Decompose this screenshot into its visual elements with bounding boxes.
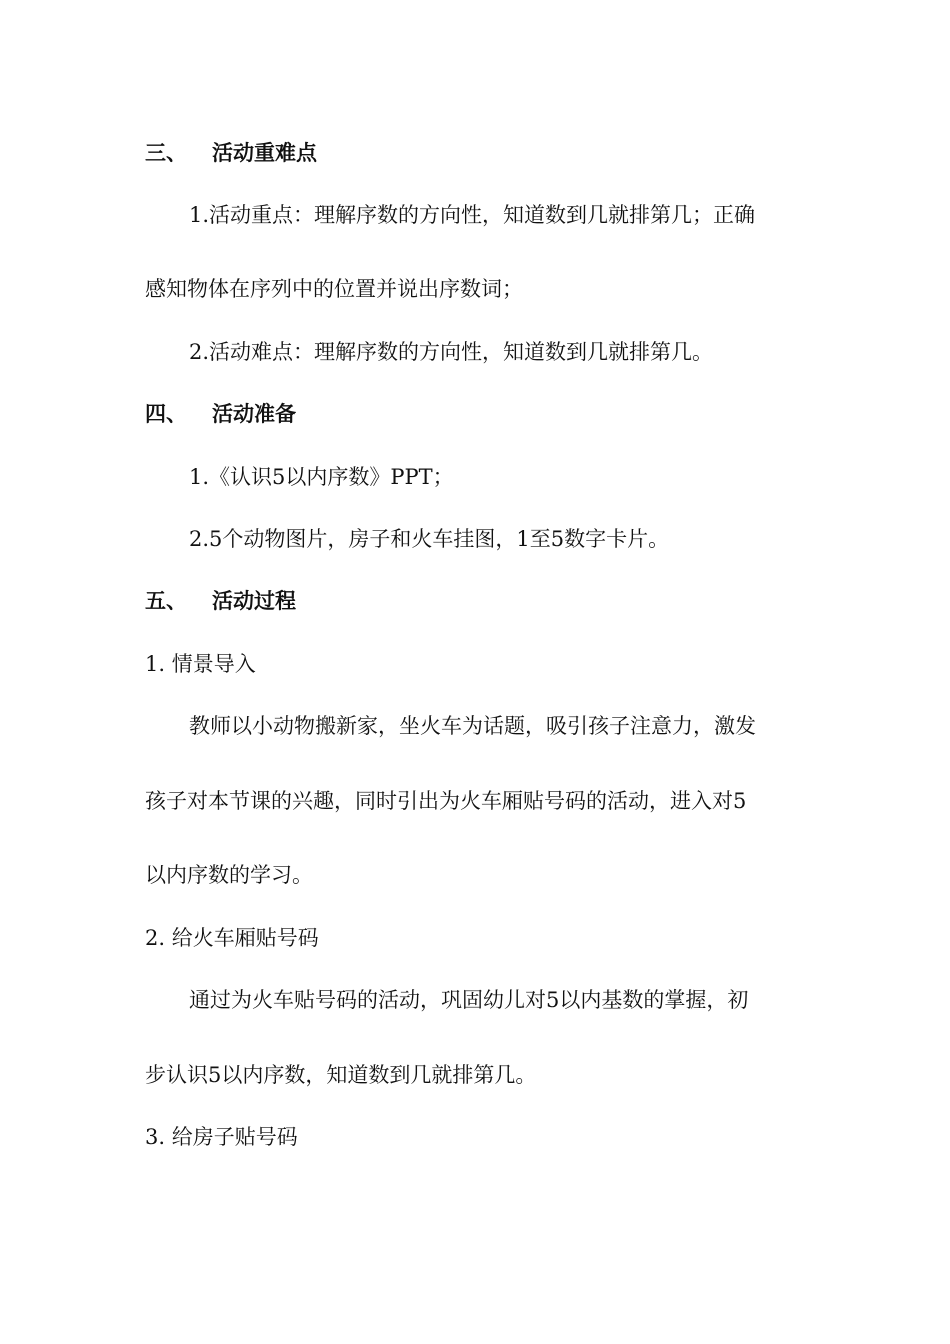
section-title: 活动过程 — [212, 589, 296, 613]
section-heading-4 — [145, 399, 296, 429]
section-heading-3 — [145, 138, 317, 168]
step-2-line2: 步认识5以内序数，知道数到几就排第几。 — [145, 1063, 537, 1087]
paragraph-difficult-point: 2.活动难点：理解序数的方向性，知道数到几就排第几。 — [189, 340, 714, 364]
section-number: 五、 — [145, 589, 187, 613]
step-1-line3: 以内序数的学习。 — [145, 863, 313, 887]
step-1-title: 1. 情景导入 — [145, 652, 256, 676]
section-title: 活动重难点 — [212, 141, 317, 165]
paragraph-key-point-line1: 1.活动重点：理解序数的方向性，知道数到几就排第几；正确 — [189, 203, 756, 227]
prep-item-2: 2.5个动物图片，房子和火车挂图，1至5数字卡片。 — [189, 527, 670, 551]
section-number: 四、 — [145, 402, 187, 426]
step-1-line1: 教师以小动物搬新家，坐火车为话题，吸引孩子注意力，激发 — [189, 714, 756, 738]
step-3-title: 3. 给房子贴号码 — [145, 1125, 298, 1149]
paragraph-key-point-line2: 感知物体在序列中的位置并说出序数词； — [145, 277, 523, 301]
prep-item-1: 1.《认识5以内序数》PPT； — [189, 465, 454, 489]
section-number: 三、 — [145, 141, 187, 165]
step-1-line2: 孩子对本节课的兴趣，同时引出为火车厢贴号码的活动，进入对5 — [145, 789, 747, 813]
step-2-line1: 通过为火车贴号码的活动，巩固幼儿对5以内基数的掌握，初 — [189, 988, 749, 1012]
section-heading-5 — [145, 586, 296, 616]
section-title: 活动准备 — [212, 402, 296, 426]
step-2-title: 2. 给火车厢贴号码 — [145, 926, 319, 950]
